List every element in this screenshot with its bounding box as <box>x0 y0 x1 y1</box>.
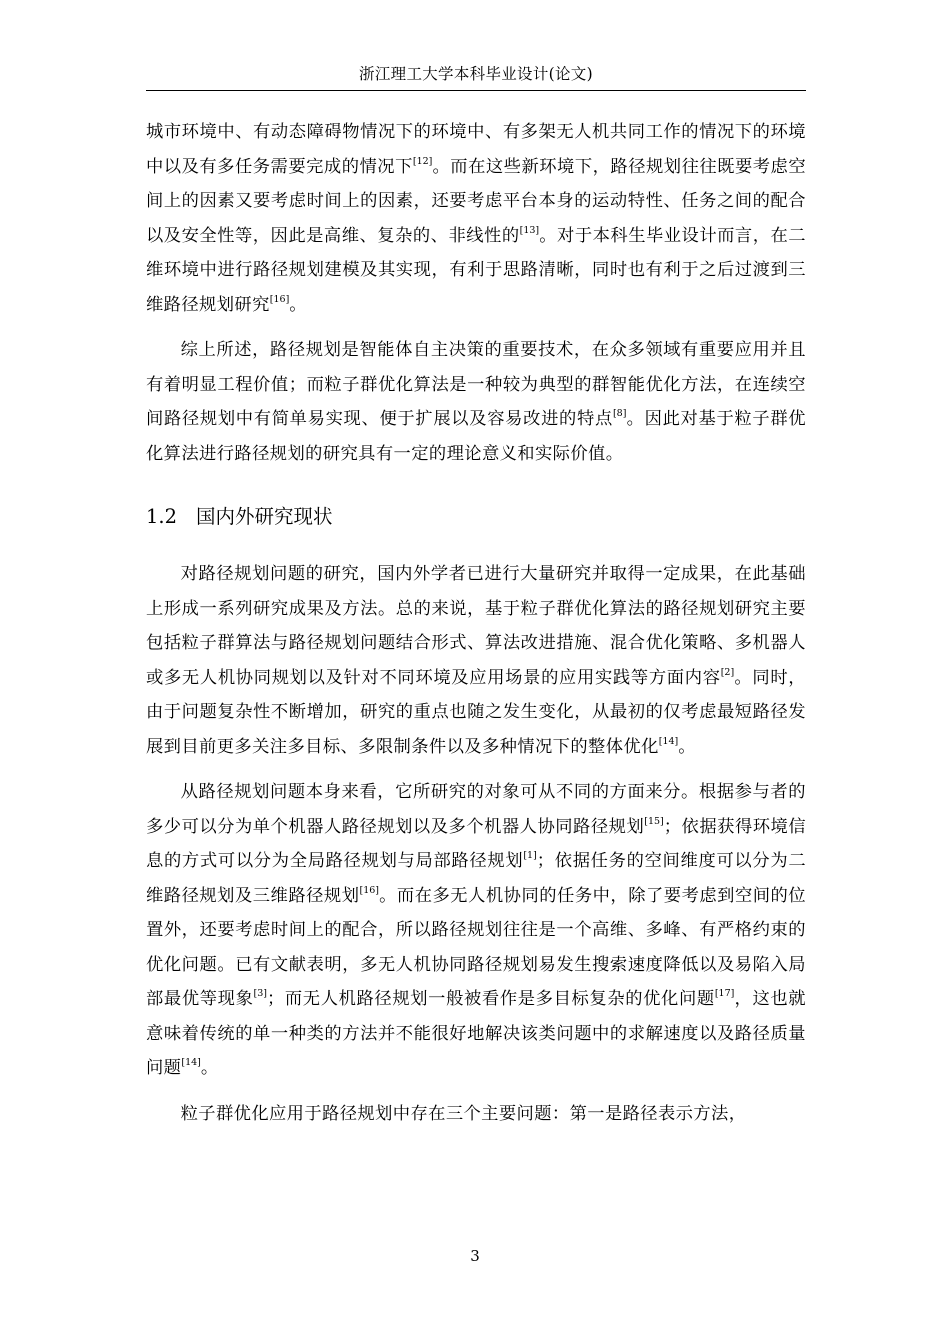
paragraph-text: 。 <box>200 1058 219 1078</box>
paragraph-text: ；依据任务的空间维度可以分为二维路径规划及三维路径规划 <box>146 851 806 906</box>
paragraph <box>146 557 806 764</box>
citation-ref: [14] <box>658 735 679 747</box>
paragraph-text: 。因此对基于粒子群优化算法进行路径规划的研究具有一定的理论意义和实际价值。 <box>146 409 806 464</box>
citation-ref: [13] <box>519 224 540 236</box>
citation-ref: [1] <box>523 850 537 861</box>
section-heading <box>146 501 806 533</box>
intro-paragraphs <box>146 115 806 471</box>
paragraph-text: 综上所述，路径规划是智能体自主决策的重要技术，在众多领域有重要应用并且有着明显工程价值；而粒子群优化算法是一种较为典型的群智能优化方法，在连续空间路径规划中有简单易实现、便于扩展以及容易改进的特点 <box>146 340 806 429</box>
citation-ref: [14] <box>181 1057 201 1068</box>
paragraph-text: 。而在这些新环境下，路径规划往往既要考虑空间上的因素又要考虑时间上的因素，还要考虑平台本身的运动特性、任务之间的配合以及安全性等，因此是高维、复杂的、非线性的 <box>146 156 806 246</box>
paragraph <box>146 1097 806 1132</box>
citation-ref: [15] <box>644 815 664 827</box>
paragraph-text: ；依据获得环境信息的方式可以分为全局路径规划与局部路径规划 <box>146 816 807 871</box>
running-header: 浙江理工大学本科毕业设计(论文) <box>359 65 593 83</box>
page-number: 3 <box>470 1247 480 1265</box>
section-title: 国内外研究现状 <box>196 505 333 528</box>
page-body <box>146 115 806 1142</box>
citation-ref: [16] <box>359 884 380 896</box>
citation-ref: [16] <box>269 293 290 305</box>
citation-ref: [3] <box>253 988 267 999</box>
paragraph <box>146 115 806 322</box>
paragraph-text: 从路径规划问题本身来看，它所研究的对象可从不同的方面来分。根据参与者的多少可以分为单个机器人路径规划以及多个机器人协同路径规划 <box>146 782 806 837</box>
section-number: 1.2 <box>146 505 178 528</box>
paragraph-text: ；而无人机路径规划一般被看作是多目标复杂的优化问题 <box>266 989 715 1009</box>
paragraph-text: 。同时，由于问题复杂性不断增加，研究的重点也随之发生变化，从最初的仅考虑最短路径发展到目前更多关注多目标、多限制条件以及多种情况下的整体优化 <box>146 667 806 757</box>
paragraph-text: 。 <box>289 294 307 315</box>
paragraph-text: 。对于本科生毕业设计而言，在二维环境中进行路径规划建模及其实现，有利于思路清晰，同时也有利于之后过渡到三维路径规划研究 <box>146 225 806 315</box>
paragraph <box>146 775 806 1086</box>
citation-ref: [8] <box>612 408 627 419</box>
citation-ref: [17] <box>714 988 735 999</box>
section-paragraphs <box>146 557 806 1131</box>
paragraph-text: ，这也就意味着传统的单一种类的方法并不能很好地解决该类问题中的求解速度以及路径质量问题 <box>146 989 806 1078</box>
header-rule <box>146 90 806 91</box>
citation-ref: [12] <box>412 155 433 167</box>
paragraph-text: 城市环境中、有动态障碍物情况下的环境中、有多架无人机共同工作的情况下的环境中以及有多任务需要完成的情况下 <box>146 122 806 177</box>
paragraph-text: 。 <box>678 736 696 757</box>
paragraph <box>146 333 806 471</box>
paragraph-text: 。而在多无人机协同的任务中，除了要考虑到空间的位置外，还要考虑时间上的配合，所以路径规划往往是一个高维、多峰、有严格约束的优化问题。已有文献表明，多无人机协同路径规划易发生搜索速度降低以及易陷入局部最优等现象 <box>146 885 806 1009</box>
paragraph-text: 粒子群优化应用于路径规划中存在三个主要问题：第一是路径表示方法， <box>180 1103 747 1124</box>
citation-ref: [2] <box>720 666 735 678</box>
paragraph-text: 对路径规划问题的研究，国内外学者已进行大量研究并取得一定成果，在此基础上形成一系列研究成果及方法。总的来说，基于粒子群优化算法的路径规划研究主要包括粒子群算法与路径规划问题结合形式、算法改进措施、混合优化策略、多机器人或多无人机协同规划以及针对不同环境及应用场景的应用实践等方面内容 <box>146 564 806 688</box>
